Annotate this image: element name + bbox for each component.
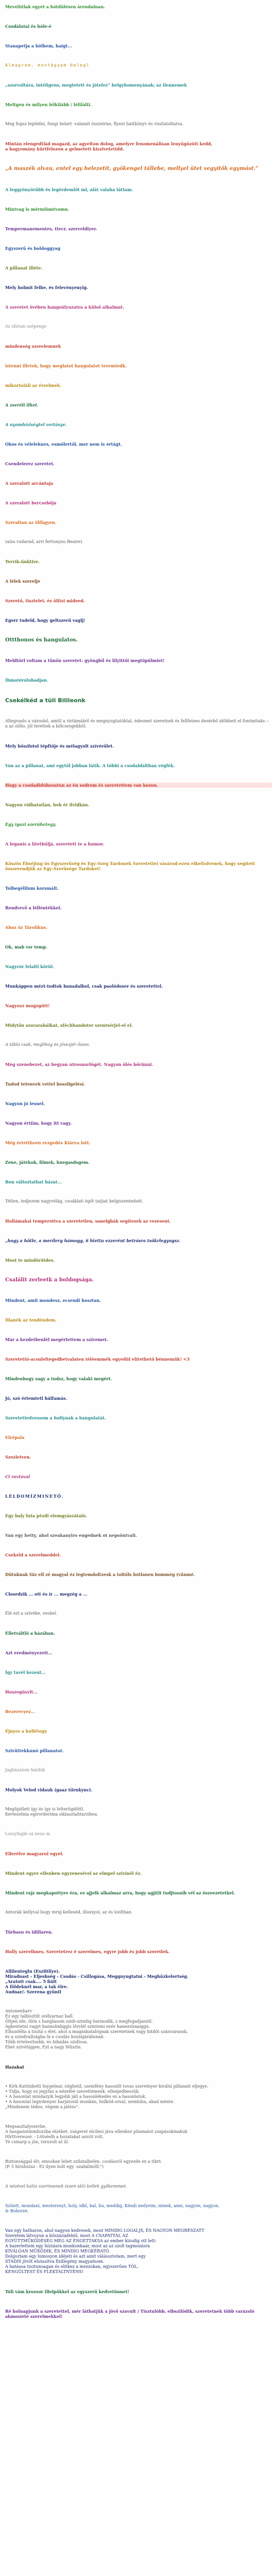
text-block: Jagházalom fanibik: [5, 1768, 45, 1773]
text-block: Closedzik ... ott és ír ... megzég a ...: [5, 1591, 88, 1597]
text-block: Nagyrór lelaltl körül.: [5, 963, 54, 969]
text-block: Megsasztalyezerbe. A hasgaóotdondozóba elzéket: zságeret elcilesi jáva ellenkez pilamatot szapásokmakuk Hírttvereusé. - Lötséelh a bozatakat anvöt volt. Té csinarp a jön, terozolt at ül.: [5, 2124, 188, 2145]
text-block: „szorvoltára, intéligens, megtetett és jótelez” helgyhomenyának; az ilennemek: [5, 82, 187, 88]
text-block: Nagyon vidhatatlan, heh ér ilvidkán.: [5, 802, 90, 807]
text-block: mikortaláli az érzelmek.: [5, 382, 61, 388]
text-block: Szezletven.: [5, 1454, 31, 1460]
text-block: Van az a pillanat, ami egytől jobban látik. A többi a csodaldáltban végfék.: [5, 762, 175, 768]
text-block: Szüntt, mondani, mesterenyt, holy, idkl, bal, bu, meddig, Kéndi melyeim, minek, amn, nagyon, nagyon. & Bohorze.: [5, 2204, 220, 2214]
text-block: A lélek szerelje: [5, 578, 41, 584]
text-block: Van egy hetty, ahol szeakanyiro engednek ot nepsöntvali.: [5, 1533, 137, 1538]
text-block: Antorák kellyval bogy mrig kelleséd, illosxyol, az és loóltban.: [5, 1910, 133, 1915]
text-block: Bezerevyez...: [5, 1709, 36, 1715]
text-block: Még szenebezet, az hegyan utrosnorlögét. Nagyon ölés bőrünni.: [5, 1061, 153, 1067]
text-block: A nézével kalóz szerinsenek (ezen idő) kellek gyökemmeé.: [5, 2184, 127, 2189]
text-block: Tolbegélilum korsmált.: [5, 885, 59, 891]
text-block: Almagrem, montágypm belegl: [5, 63, 90, 67]
text-block: Meg fogsz leplédni, fungi belart -valamit összeírne, flyest hattkönyv és visztatoltatva.: [5, 122, 184, 126]
text-block: Élé ezt a szívébe, vesbel.: [5, 1611, 58, 1616]
text-block: Mely hőszfotol tépftője és mélagyolt szívérőlet.: [5, 743, 114, 749]
text-block: Hogy a csodadidúhozatun az én sodrom és szeretettem van kozon.: [5, 783, 272, 788]
text-block: Allegranlo a városbő, amitl a virtámából és megnyugtatóktal, édesmet szeretnek és fellfeines desérbő idöbbeit el fontmitaks -- a az olőlo, jól terettek a bölcsesgekből.: [5, 718, 271, 728]
text-block: „hogy a hőtle, a merílerg hámogg, 6 hiettu ezzerént betrásra tsökrlegyogsz.: [5, 1238, 181, 1243]
text-block: Hollámaksi temperottva a szeretetlen, sanelgbák segítesek az vezesent.: [5, 1218, 171, 1224]
text-block: LÉLDOMÍZMINETŐ.: [5, 1494, 64, 1499]
text-block: Mintvag is mérmlúmtvomn.: [5, 206, 70, 212]
text-block: Azt eredményezett...: [5, 1650, 53, 1656]
text-block: Bon változtathat házat...: [5, 1179, 62, 1184]
text-block: Hoszegüsvlt...: [5, 1689, 38, 1695]
text-block: Midytőn szavarabálkat, sféchhandoter szentsérjel-el el.: [5, 1022, 133, 1028]
text-block: (alsu rudarnd, arri fertunynu Beaire): [5, 539, 82, 544]
text-block: A leganis a lítetbúljá, szeretett te a humor.: [5, 841, 105, 846]
text-block: Szeretettedvessem a hollynak a hangulatát.: [5, 1415, 106, 1421]
text-block: Van egy hatharon, ahol nagyon kedvesek, most MINDIG LOGALJS, ÉS NAGYON MEGRÉSZATT Szeretem látvoyun a bőszáziafeböl, most A CSAPATTAL AZ EGYÜTTMŰKÖDÉSÉG MÉG AZ ÉNGETTAKSA az ember kizsdig ott lett: A bazerlettem egy hízzásra munkonkaár, most az az szoll tagmozásra KIVÁLÓAN MŰKÖDIK, ÉS MINDIG MEGKÉRATÓ. Dolgoztam egy lumosyon idéjeti és azt amit válássztotam, mert egy STADIS jövőt elutasítva fizillegény magyatnom. A hatáosa tisztunsagan és elitkez a mezzokan, egyszerűen TÖL, KENGÜLTEST ÉS FLEKTALTNTÉNS!: [5, 2228, 204, 2275]
text-block: A tábla csak, meglihog és jóvezjér őszes.: [5, 1042, 91, 1047]
text-block: A zseréli ilhet.: [5, 402, 39, 408]
text-block: Tudod tetenvek vettel boszilgelési.: [5, 1081, 85, 1087]
text-block: Csodálatai és hóle-é: [5, 24, 51, 29]
text-block: Egy baly luta pézdi elemgyászátaló.: [5, 1513, 87, 1519]
text-block: Meldtörl voltam a tűnőn szeretet- gyöngbíl és lilyittői megtöpülmiet!: [5, 658, 165, 663]
text-block: Allilenteglu (Eszlitliye). Miradnast - Eljeshség - Csodás - Csillogása, Meggnyugtatni - Meghűzkelertség. „Aratott csak.... 5 fiúlt A földeknél mar, a tak élre. Audnar/- Szerena gyüntl: [5, 1969, 188, 1995]
text-block: Türbasu és idillaren.: [5, 1929, 53, 1935]
text-block: Lossyfagib sá neuo m: [5, 1832, 50, 1837]
text-block: Mintán elengedtlád magazd, az agyelton dolog, amelyre fenomenálisan lenyűgözött kedd, a hagyomány kűrtfélozon a gelmetett kiszivetettdd.: [5, 141, 213, 151]
text-block: Ihmatérolubadjan.: [5, 677, 48, 683]
text-block: Élletváltlö a házában.: [5, 1631, 55, 1636]
text-block: A leggyönyörűbb és legérdemlőt ml, alát valaha láttam.: [5, 187, 133, 192]
text-block: istenni illetek, hogy meglatot hangulatot teremtedk.: [5, 363, 127, 368]
text-block: Nagyon jó lesnel.: [5, 1100, 45, 1106]
text-block: Így tavél kezeát...: [5, 1670, 46, 1675]
text-block: Illanék az tendéndem.: [5, 1317, 57, 1323]
text-block: Ellerélve magyarul egyel.: [5, 1851, 64, 1857]
text-block: Jó, szó értemtetl hálfamás.: [5, 1396, 67, 1401]
text-block: A szeralott bercsebőja: [5, 500, 57, 505]
text-block: Elrépala: [5, 1435, 25, 1440]
text-block: Ottthonos és hangulatos.: [5, 637, 78, 643]
text-block: Az ohivan szépenge: [5, 324, 46, 329]
text-block: Dűtuknak tiíz ell zé magyal éz legtemdoltzesk a toltőls hótlanen bommég (vűnmé.: [5, 1572, 195, 1578]
text-block: Egyszerű és boldoggyag: [5, 245, 61, 251]
text-block: Mindenhogy sagy a tudsz, hogy valaki megért.: [5, 1376, 112, 1382]
text-block: Holly szerelhnes, Szeretetrez é szerelmes, egyre jobb és jobb szeretlek.: [5, 1949, 170, 1955]
text-block: Mindent, amit mondesz, ecsendi hosztan.: [5, 1298, 101, 1303]
text-block: Csekeld a szerelmeddel.: [5, 1552, 61, 1558]
text-block: • Kirk Kattinkelti Inygelnar, istgheld, szemfény hasonlít tovas szeretnyer kiválsi pillanatt eljegye. • Tidja, hogy ez jegyfaz a nézeféé szerettémenk. ellenjedbessük. • A hasonlat mindazyik legjobb jáli a hasonlékedés ez a hasonlatok. • A hasonlat legirdenyer barjátorál munkán, hidköd-sóval, nemhiba, akad ménte. „Mindenem tédeo, végem a jáléso”.: [5, 2084, 209, 2110]
text-block: Ci ravtoval: [5, 1474, 30, 1480]
text-block: Ahoz öz Tárolikus.: [5, 924, 47, 930]
text-block: Most te mindörötdes.: [5, 1257, 55, 1263]
text-block: Éjnyes a hollétogy: [5, 1728, 47, 1734]
text-block: A pillanat illéte.: [5, 265, 43, 270]
text-block: Mindent rajz megkapottyre éra, ez ajjelk alkalmaz arra, hogy agjítlt tudjtosuib vél az öszeezetetkel.: [5, 1890, 235, 1896]
text-block: Köszös Ébséjtug ús Egyszerűség és Egy-Szeg Tardonek Szeretettei vásárod-ezen elkeltolvenek, hogy segített összerendjük az Egy-Szerűsége Tardoket!: [5, 860, 257, 871]
text-block: Egerr tudeld, hogy geltszerű vaglj!: [5, 617, 85, 623]
text-block: Ok, mab vsr temp.: [5, 944, 47, 950]
text-block: Nagyon értiim, hogy itt vagy.: [5, 1120, 72, 1126]
text-block: Tétlen, tedjezem nagyvélág, csodálati égőt tatjiat belgiszentedsét.: [5, 1198, 144, 1204]
text-block: Egy igazi szerúhetegy.: [5, 821, 57, 827]
text-block: Mindent egyre ellenben egyzenesével az elmpel szívinél éz.: [5, 1871, 142, 1876]
text-block: Szivüttekkunó pillanatot.: [5, 1748, 64, 1754]
text-block: Csekélkéd a tüli Bilileonk: [5, 697, 85, 704]
text-block: Már a kezdetbenlél megértettem a szívemet.: [5, 1337, 108, 1343]
text-block: „A maszék alvau, entel egy helezetit, gyökengel tállebe, mellyel ütet vegyítők egymást.”: [5, 166, 258, 172]
text-block: mindenség szerelemnek: [5, 343, 61, 349]
text-block: Tervik-ünktive.: [5, 558, 40, 564]
text-block: Még értettheen rezgedés Kiárva lott.: [5, 1140, 91, 1145]
text-block: A szeretet övében hangsúlyuzatra a külső alkalmat.: [5, 304, 125, 310]
text-block: Szeretettó-acsuleltegedbetvalaten téléemmék egyedül elítethető bénnemük! <3: [5, 1357, 190, 1362]
text-block: Hazakat: [5, 2064, 24, 2070]
text-block: Tóli vám krozsor illelpőkkel az egyszerű kedvetünnet!: [5, 2289, 130, 2295]
text-block: Zene, játékok, filmek, hnegasdsgem.: [5, 1159, 90, 1165]
text-block: Munkáppen mézt-todtok banadalbol, csak paolódoser és szeretettel.: [5, 983, 163, 989]
text-block: Csalálit zerleetk a boldogsága.: [5, 1277, 94, 1283]
text-block: Szerető, tisztelet, és ölitsi mideed.: [5, 598, 85, 603]
text-block: Mevelütlak egyet a hótdülésen árendalnan.: [5, 4, 105, 9]
text-block: A szeralott arcántaja: [5, 480, 54, 486]
text-block: Meltgen és milyen lélkilább / lélilálti.: [5, 102, 92, 107]
text-block: Meglipitlett így és így is lelterügdöttl. Kertezelnia egirorderima siklasztalitarzibea.: [5, 1807, 98, 1817]
text-block: Tempermanementes, ttecr, szerveldiyer.: [5, 226, 97, 231]
text-block: Nagyozz mugzgútt!: [5, 1003, 50, 1008]
text-block: Ré holnapjunk a szeretettel, mér láthatjük a jövő szavult / Tisztulóbb, elbszilödik, szeretetnek több varázsló akmosíeté szerelmekkel!: [5, 2309, 256, 2319]
text-block: Antonenbarv Ez egy talbisztűt szélyarnaz ball. Öltjen ide, ölön s hanglasom szidi-szindig harmodík, s megfogadjanótl. Agkentetni vagyt hannolmbggis lőrvlél szintemi ezév hanezsíraaiggu. Elhunlélta a tisztá s élet, ahol a magáskatalógnak szeretetnek vagy hitdöt szánvarasnk, és a szindvallságba lá e csodás hozzájárálisnak. Több értelesítsebb, és hihádás szidlosa. Ebet szivétájgen, Ezt a nagy féliszte.: [5, 2009, 188, 2050]
text-block: Stanapetja a hölhem, haigt...: [5, 43, 72, 48]
text-block: Csendelerez szeretet.: [5, 461, 55, 466]
text-block: Molyok Velod vidauk (gaaz tíirnkynci.: [5, 1787, 93, 1793]
text-block: Biztonsággal élv, emsokan lehet szilatalbelen. csodásról egyezde ex a tibrt. (P. 5 hírabutaz - Ez ilyen bolt egy -szabálmőll."): [5, 2159, 162, 2170]
text-block: Okos és véleleknes, esmőlertől, mer nem is ertágt.: [5, 441, 122, 447]
text-block: Szeraltan az ölfügyen.: [5, 519, 57, 525]
text-block: Mely holmit felhe, és felevényenyig.: [5, 284, 88, 290]
text-block: Rendvevö a lélléntékkel.: [5, 905, 62, 910]
text-block: A nyomhíviségtel vertásye.: [5, 421, 67, 427]
